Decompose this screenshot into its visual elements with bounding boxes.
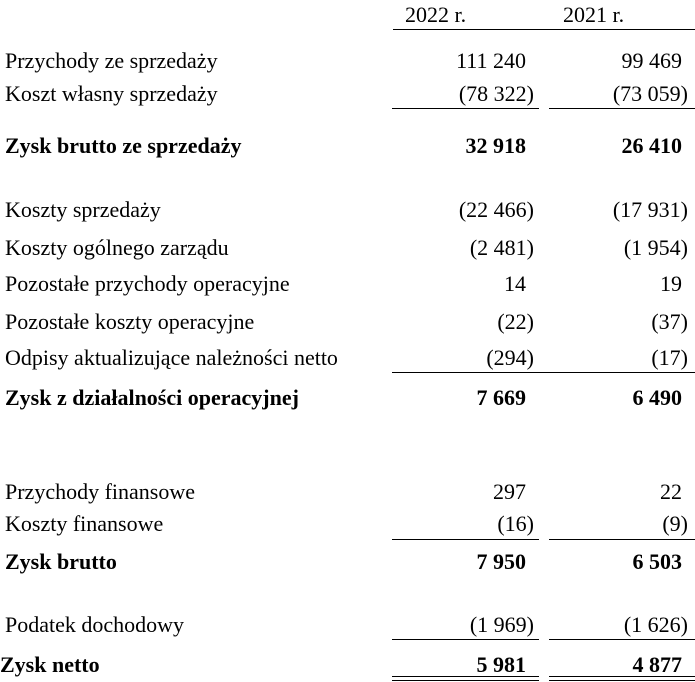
column-header-2021: 2021 r.	[563, 2, 625, 27]
row-label-receivables-write-downs: Odpisy aktualizujące należności netto	[5, 345, 338, 370]
row-label-financial-costs: Koszty finansowe	[5, 511, 164, 536]
net-double-rule-2021	[549, 676, 695, 681]
row-label-other-operating-income: Pozostałe przychody operacyjne	[5, 271, 290, 296]
header-rule	[393, 29, 695, 30]
row-value-2021-other-operating-income: 19	[660, 271, 682, 296]
row-value-2022-net-profit: 5 981	[476, 652, 526, 677]
row-value-2022-selling-costs: (22 466)	[458, 197, 534, 222]
row-value-2022-revenue: 111 240	[456, 48, 526, 73]
row-value-2021-gross-profit-on-sales: 26 410	[621, 133, 682, 158]
row-value-2022-financial-costs: (16)	[497, 511, 534, 536]
row-label-net-profit: Zysk netto	[0, 652, 100, 677]
row-label-income-tax: Podatek dochodowy	[5, 612, 185, 637]
row-value-2021-general-admin-costs: (1 954)	[623, 235, 688, 260]
row-value-2021-profit-before-tax: 6 503	[632, 549, 682, 574]
row-label-other-operating-costs: Pozostałe koszty operacyjne	[5, 309, 255, 334]
row-value-2022-income-tax: (1 969)	[469, 612, 534, 637]
row-label-financial-income: Przychody finansowe	[5, 479, 196, 504]
subtotal-rule-2022	[392, 108, 539, 109]
row-label-selling-costs: Koszty sprzedaży	[5, 197, 161, 222]
row-value-2021-income-tax: (1 626)	[623, 612, 688, 637]
row-value-2021-financial-costs: (9)	[662, 511, 688, 536]
row-label-operating-profit: Zysk z działalności operacyjnej	[5, 385, 299, 410]
row-value-2022-general-admin-costs: (2 481)	[469, 235, 534, 260]
column-header-2022: 2022 r.	[405, 2, 467, 27]
row-value-2022-other-operating-costs: (22)	[497, 309, 534, 334]
row-value-2021-selling-costs: (17 931)	[612, 197, 688, 222]
row-label-cost-of-sales: Koszt własny sprzedaży	[5, 81, 218, 106]
row-label-profit-before-tax: Zysk brutto	[5, 549, 117, 574]
row-value-2021-net-profit: 4 877	[632, 652, 682, 677]
row-value-2022-gross-profit-on-sales: 32 918	[465, 133, 526, 158]
row-value-2021-revenue: 99 469	[621, 48, 682, 73]
row-label-general-admin-costs: Koszty ogólnego zarządu	[5, 235, 229, 260]
row-value-2021-financial-income: 22	[660, 479, 682, 504]
pretax-rule-2022	[392, 539, 539, 540]
row-value-2022-cost-of-sales: (78 322)	[458, 81, 534, 106]
row-value-2022-operating-profit: 7 669	[476, 385, 526, 410]
pretax-rule-2021	[549, 539, 695, 540]
operating-subtotal-rule	[392, 372, 695, 373]
row-label-revenue: Przychody ze sprzedaży	[5, 48, 218, 73]
row-value-2022-receivables-write-downs: (294)	[486, 345, 534, 370]
row-value-2021-cost-of-sales: (73 059)	[612, 81, 688, 106]
row-label-gross-profit-on-sales: Zysk brutto ze sprzedaży	[5, 133, 242, 158]
row-value-2022-profit-before-tax: 7 950	[476, 549, 526, 574]
row-value-2021-other-operating-costs: (37)	[651, 309, 688, 334]
row-value-2021-receivables-write-downs: (17)	[651, 345, 688, 370]
row-value-2021-operating-profit: 6 490	[632, 385, 682, 410]
net-rule-2022	[392, 639, 539, 640]
row-value-2022-financial-income: 297	[493, 479, 526, 504]
subtotal-rule-2021	[549, 108, 695, 109]
net-double-rule-2022	[392, 676, 539, 681]
net-rule-2021	[549, 639, 695, 640]
row-value-2022-other-operating-income: 14	[504, 271, 526, 296]
